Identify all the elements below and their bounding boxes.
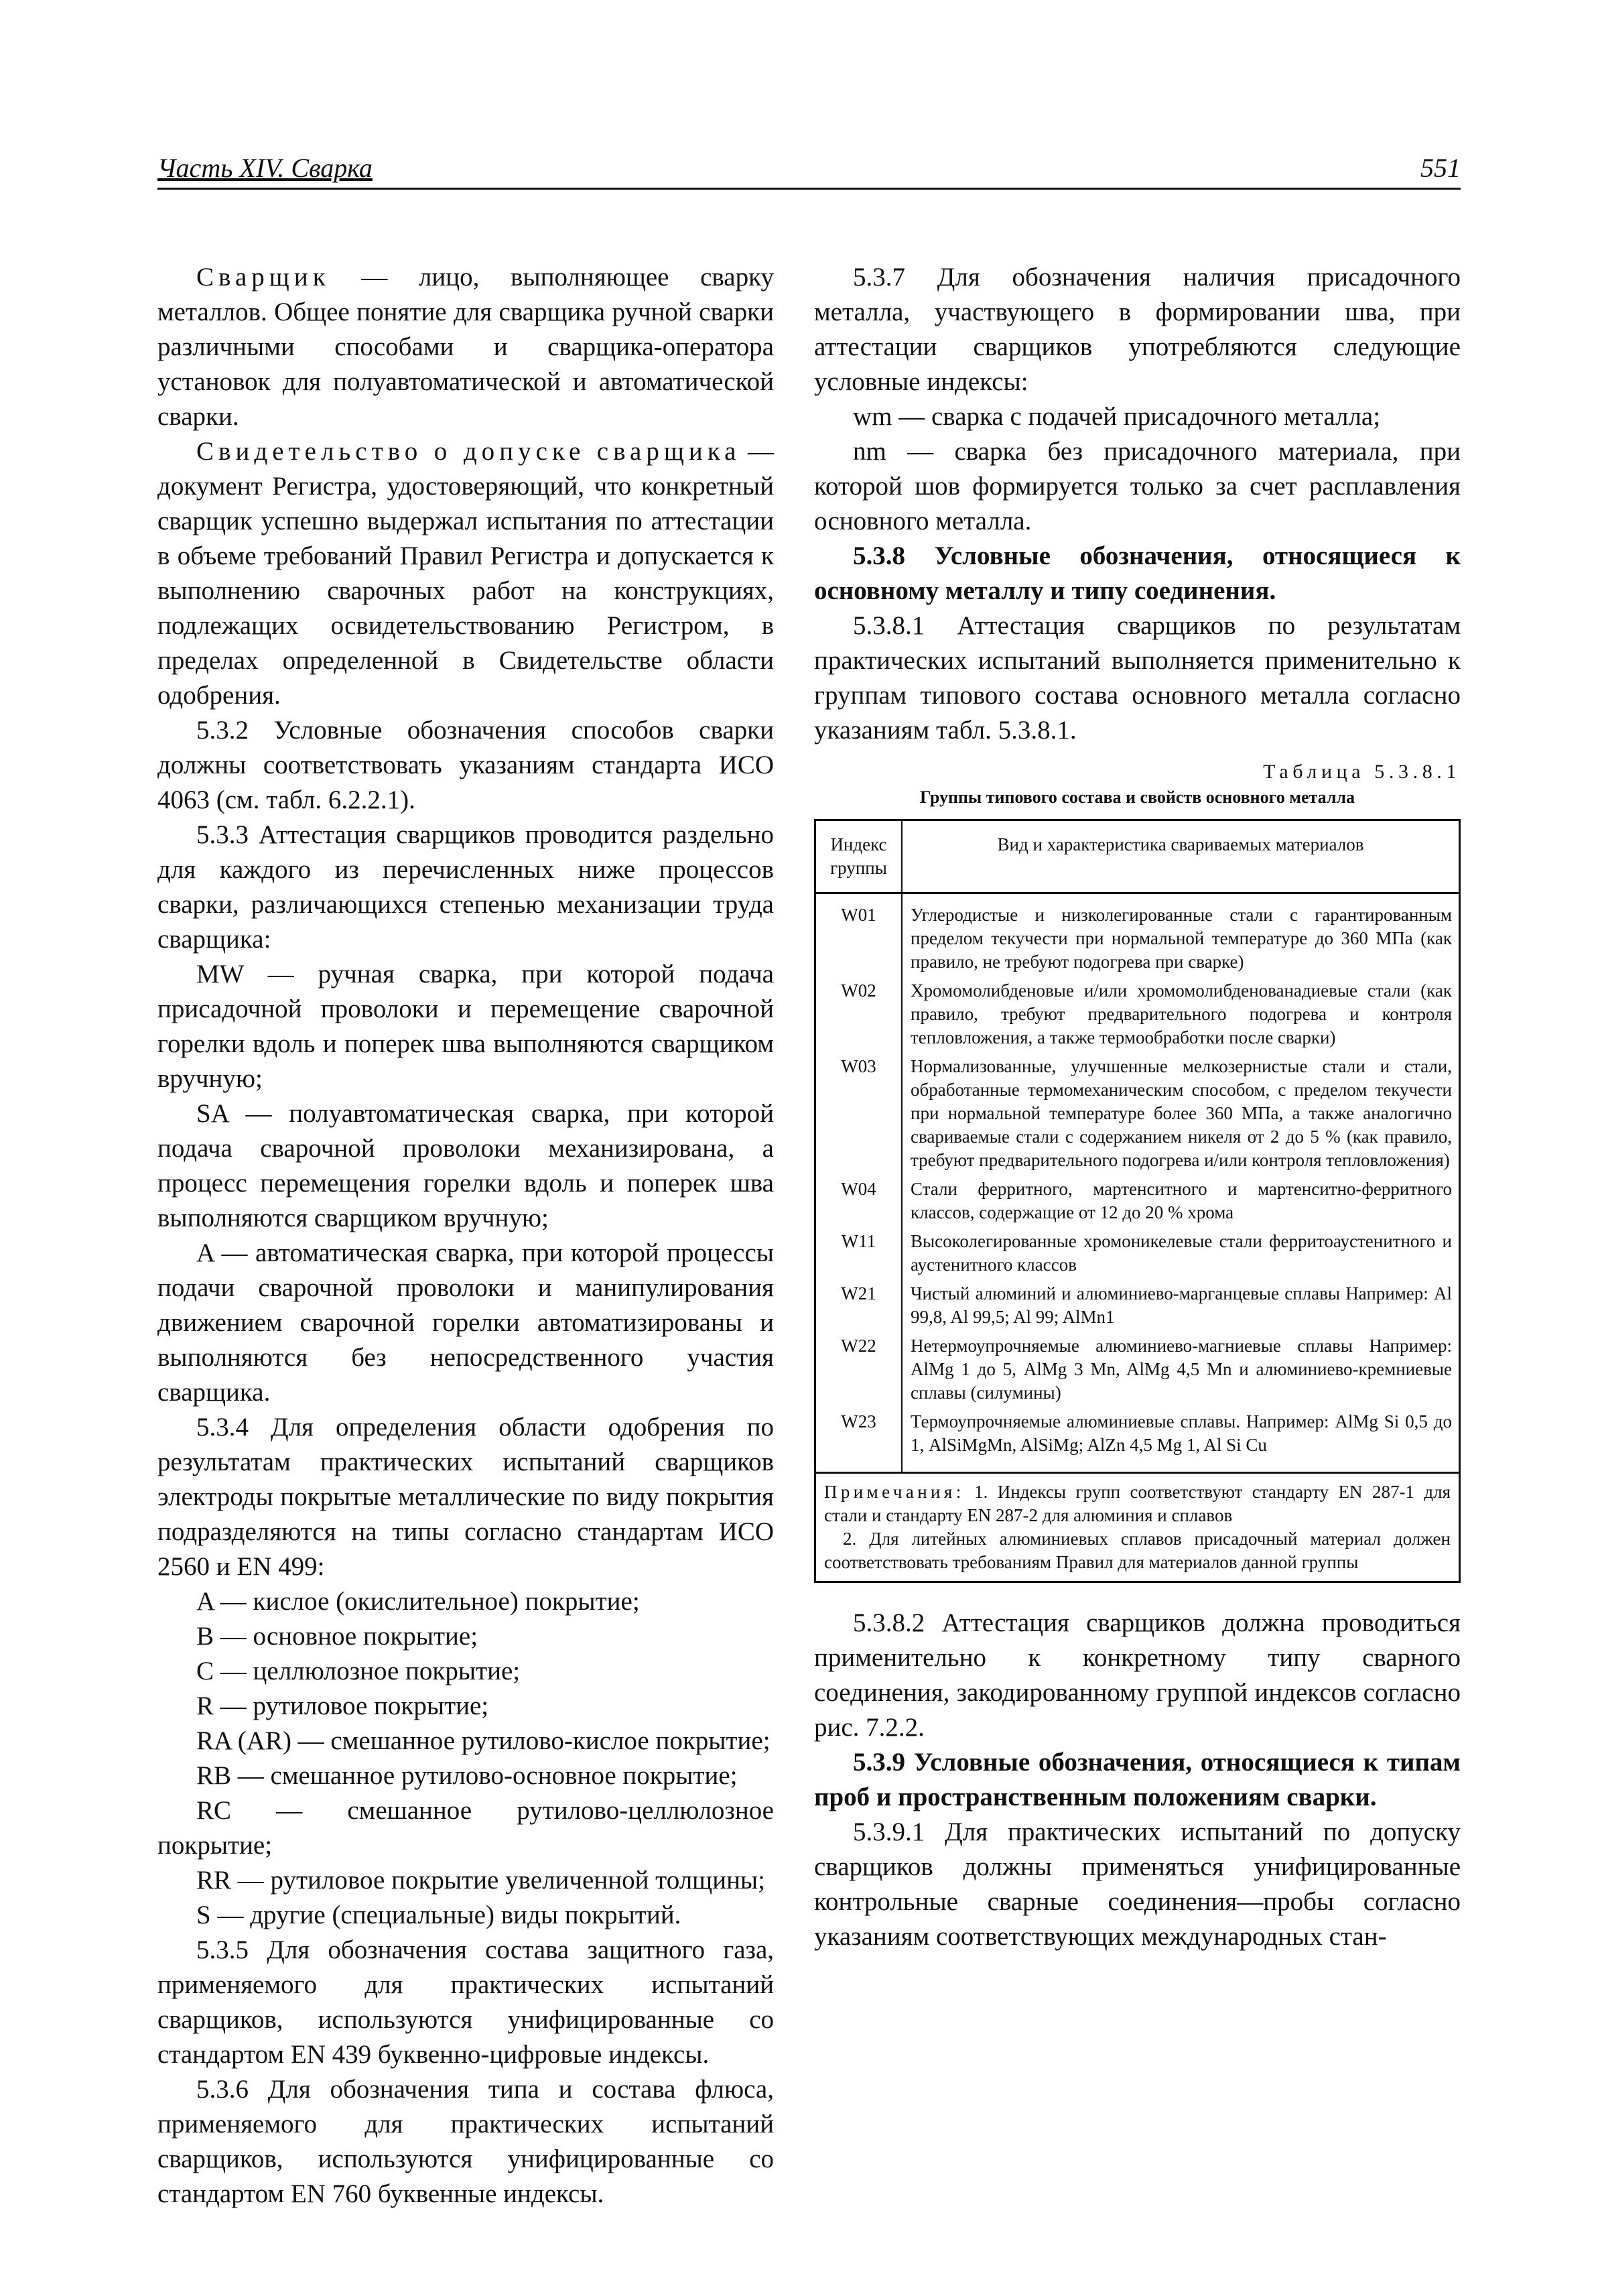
running-header: [157, 149, 1461, 190]
coating-rb: RB — смешанное рутилово-основное покрытие;: [196, 1761, 738, 1790]
row-description: Термоупрочняемые алюминиевые сплавы. Например: AlMg Si 0,5 до 1, AlSiMgMn, AlSiMg; AlZn 4,5 Mg 1, Al Si Cu: [902, 1407, 1460, 1473]
table-row: [815, 893, 1460, 977]
definition-certificate: [157, 434, 774, 713]
coating-s: S — другие (специальные) виды покрытий.: [196, 1901, 681, 1929]
term-welder: Сварщик: [196, 263, 330, 292]
row-index: W11: [815, 1227, 903, 1279]
table-header-row: [815, 820, 1460, 893]
row-index: W23: [815, 1407, 903, 1473]
header-index: Индекс группы: [815, 820, 903, 893]
base-metal-groups-table: [814, 819, 1461, 1583]
table-row: [815, 1332, 1460, 1407]
table-row: [815, 976, 1460, 1052]
index-nm: nm — сварка без присадочного материала, при которой шов формируется только за счет расплавления основного металла.: [814, 437, 1461, 535]
coating-ra: RA (AR) — смешанное рутилово-кислое покрытие;: [196, 1726, 771, 1755]
coating-a: A — кислое (окислительное) покрытие;: [196, 1587, 640, 1616]
table-caption: Таблица 5.3.8.1: [1263, 761, 1461, 783]
notes-label: Примечания:: [824, 1482, 965, 1502]
coating-rr: RR — рутиловое покрытие увеличенной толщины;: [196, 1866, 765, 1895]
row-index: W04: [815, 1175, 903, 1227]
row-description: Чистый алюминий и алюминиево-марганцевые сплавы Например: Al 99,8, Al 99,5; Al 99; AlMn1: [902, 1279, 1460, 1332]
paragraph-5-3-3: 5.3.3 Аттестация сварщиков проводится раздельно для каждого из перечисленных ниже процессов сварки, различающихся степенью механизации труда сварщика:: [157, 820, 774, 954]
row-description: Нормализованные, улучшенные мелкозернистые стали и стали, обработанные термомеханическим способом, с пределом текучести при нормальной температуре более 360 МПа, а также аналогично свариваемые стали с содержанием никеля от 2 до 5 % (как правило, требуют предварительного подогрева и/или контроля тепловложения): [902, 1052, 1460, 1175]
left-column: [157, 260, 774, 2212]
row-description: Хромомолибденовые и/или хромомолибденованадиевые стали (как правило, требуют предварительного подогрева и контроля тепловложения, а также термообработки после сварки): [902, 976, 1460, 1052]
note-1: [824, 1480, 1451, 1527]
row-description: Углеродистые и низколегированные стали с гарантированным пределом текучести при нормальной температуре до 360 МПа (как правило, не требуют подогрева при сварке): [902, 893, 1460, 977]
paragraph-5-3-6: 5.3.6 Для обозначения типа и состава флюса, применяемого для практических испытаний сварщиков, используются унифицированные со стандартом EN 760 буквенные индексы.: [157, 2075, 774, 2208]
row-description: Высоколегированные хромоникелевые стали ферритоаустенитного и аустенитного классов: [902, 1227, 1460, 1279]
heading-5-3-8: 5.3.8 Условные обозначения, относящиеся к основному металлу и типу соединения.: [814, 541, 1461, 605]
coating-r: R — рутиловое покрытие;: [196, 1692, 489, 1720]
table-title: Группы типового состава и свойств основного металла: [919, 787, 1355, 807]
table-row: [815, 1227, 1460, 1279]
table-row: [815, 1052, 1460, 1175]
row-index: W02: [815, 976, 903, 1052]
paragraph-5-3-4: 5.3.4 Для определения области одобрения по результатам практических испытаний сварщиков электроды покрытые металлические по виду покрытия подразделяются на типы согласно стандартам ИСО 2560 и EN 499:: [157, 1413, 774, 1581]
definition-welder: [157, 260, 774, 434]
header-description: Вид и характеристика свариваемых материалов: [902, 820, 1460, 893]
process-mw: MW — ручная сварка, при которой подача присадочной проволоки и перемещение сварочной горелки вдоль и поперек шва выполняются сварщиком вручную;: [157, 960, 774, 1093]
paragraph-5-3-9-1: 5.3.9.1 Для практических испытаний по допуску сварщиков должны применяться унифицированные контрольные сварные соединения—пробы согласно указаниям соответствующих международных стан-: [814, 1817, 1461, 1951]
table-row: [815, 1175, 1460, 1227]
heading-5-3-9: 5.3.9 Условные обозначения, относящиеся к типам проб и пространственным положениям сварки.: [814, 1748, 1461, 1811]
row-index: W01: [815, 893, 903, 977]
row-index: W21: [815, 1279, 903, 1332]
note-2: 2. Для литейных алюминиевых сплавов присадочный материал должен соответствовать требованиям Правил для материалов данной группы: [824, 1529, 1451, 1572]
process-sa: SA — полуавтоматическая сварка, при которой подача сварочной проволоки механизирована, а процесс перемещения горелки вдоль и поперек шва выполняются сварщиком вручную;: [157, 1099, 774, 1232]
paragraph-5-3-2: 5.3.2 Условные обозначения способов сварки должны соответствовать указаниям стандарта ИСО 4063 (см. табл. 6.2.2.1).: [157, 716, 774, 814]
part-title: Часть XIV. Сварка: [157, 153, 373, 183]
paragraph-5-3-7: 5.3.7 Для обозначения наличия присадочного металла, участвующего в формировании шва, при аттестации сварщиков употребляются следующие условные индексы:: [814, 263, 1461, 396]
row-index: W03: [815, 1052, 903, 1175]
paragraph-5-3-8-2: 5.3.8.2 Аттестация сварщиков должна проводиться применительно к конкретному типу сварного соединения, закодированному группой индексов согласно рис. 7.2.2.: [814, 1608, 1461, 1742]
coating-b: B — основное покрытие;: [196, 1622, 478, 1651]
coating-c: C — целлюлозное покрытие;: [196, 1657, 521, 1685]
right-column: [814, 260, 1461, 1954]
term-certificate: Свидетельство о допуске сварщика: [196, 437, 741, 466]
certificate-definition: — документ Регистра, удостоверяющий, что конкретный сварщик успешно выдержал испытания по аттестации в объеме требований Правил Регистра и допускается к выполнению сварочных работ на конструкциях, подлежащих освидетельствованию Регистром, в пределах определенной в Свидетельстве области одобрения.: [157, 437, 774, 710]
paragraph-5-3-8-1: 5.3.8.1 Аттестация сварщиков по результатам практических испытаний выполняется применительно к группам типового состава основного металла согласно указаниям табл. 5.3.8.1.: [814, 611, 1461, 745]
table-row: [815, 1407, 1460, 1473]
page-number: 551: [1420, 153, 1461, 183]
welder-definition: — лицо, выполняющее сварку металлов. Общее понятие для сварщика ручной сварки различными способами и сварщика-оператора установок для полуавтоматической и автоматической сварки.: [157, 263, 774, 431]
row-index: W22: [815, 1332, 903, 1407]
table-row: [815, 1279, 1460, 1332]
row-description: Стали ферритного, мартенситного и мартенситно-ферритного классов, содержащие от 12 до 20 % хрома: [902, 1175, 1460, 1227]
note-1-text: 1. Индексы групп соответствуют стандарту EN 287-1 для стали и стандарту EN 287-2 для алюминия и сплавов: [824, 1482, 1451, 1525]
row-description: Нетермоупрочняемые алюминиево-магниевые сплавы Например: AlMg 1 до 5, AlMg 3 Mn, AlMg 4,5 Mn и алюминиево-кремниевые сплавы (силумины): [902, 1332, 1460, 1407]
table-notes-row: [815, 1473, 1460, 1582]
process-a: A — автоматическая сварка, при которой процессы подачи сварочной проволоки и манипулирования движением сварочной горелки автоматизированы и выполняются без непосредственного участия сварщика.: [157, 1238, 774, 1407]
paragraph-5-3-5: 5.3.5 Для обозначения состава защитного газа, применяемого для практических испытаний сварщиков, используются унифицированные со стандартом EN 439 буквенно-цифровые индексы.: [157, 1935, 774, 2069]
index-wm: wm — сварка с подачей присадочного металла;: [853, 402, 1381, 431]
table-notes: [815, 1473, 1460, 1582]
coating-rc: RC — смешанное рутилово-целлюлозное покрытие;: [157, 1796, 774, 1860]
